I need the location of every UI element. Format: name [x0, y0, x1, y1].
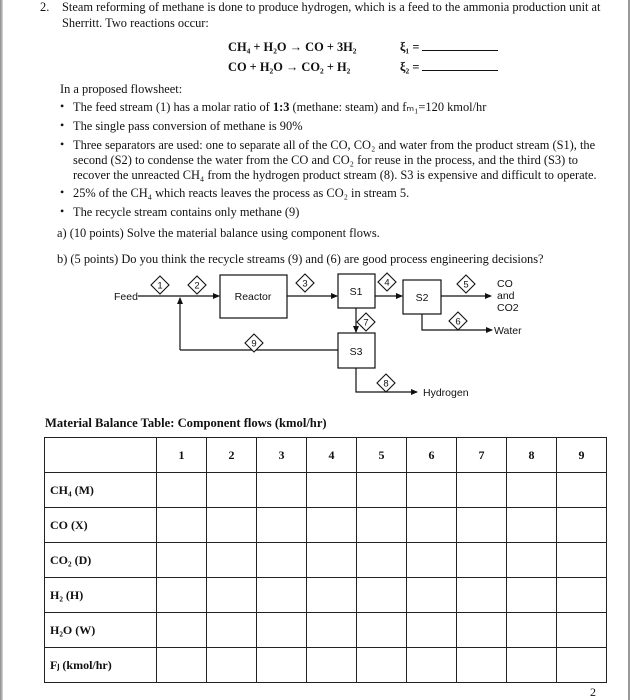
output-co-line1: CO [497, 278, 513, 290]
table-cell[interactable] [407, 578, 457, 613]
table-cell[interactable] [257, 613, 307, 648]
bullet-dot: • [60, 185, 65, 199]
table-cell[interactable] [457, 578, 507, 613]
stream-marker-3 [296, 274, 314, 292]
feed-label: Feed [114, 291, 138, 303]
table-row [45, 613, 607, 648]
stream-number: 2 [194, 280, 200, 292]
table-cell[interactable] [457, 648, 507, 683]
table-cell[interactable] [307, 613, 357, 648]
table-cell[interactable] [507, 473, 557, 508]
stream-marker-7 [357, 313, 375, 331]
row-label: H₂ (H) [45, 578, 157, 613]
table-cell[interactable] [207, 543, 257, 578]
table-row [45, 578, 607, 613]
table-cell[interactable] [207, 648, 257, 683]
table-cell[interactable] [557, 508, 607, 543]
table-corner-cell [45, 438, 157, 473]
stream-marker-1 [151, 276, 169, 294]
bullet-dot: • [60, 204, 65, 218]
table-cell[interactable] [157, 543, 207, 578]
table-cell[interactable] [207, 613, 257, 648]
column-header: 4 [307, 438, 357, 473]
table-cell[interactable] [307, 508, 357, 543]
bullet-1-bold: 1:3 [272, 100, 290, 114]
s1-label: S1 [349, 286, 363, 298]
table-cell[interactable] [307, 473, 357, 508]
extent-1-label: ξ₁ = [400, 40, 420, 54]
flowsheet-intro: In a proposed flowsheet: [60, 82, 183, 96]
table-cell[interactable] [307, 648, 357, 683]
table-cell[interactable] [157, 508, 207, 543]
column-header: 5 [357, 438, 407, 473]
table-cell[interactable] [507, 648, 557, 683]
reactor-label: Reactor [234, 291, 272, 303]
table-cell[interactable] [357, 613, 407, 648]
table-cell[interactable] [357, 578, 407, 613]
bullet-1-tail: (methane: steam) and fₘ₁=120 kmol/hr [289, 100, 487, 114]
table-cell[interactable] [157, 578, 207, 613]
reaction-1: CH₄ + H₂O → CO + 3H₂ [228, 40, 357, 54]
stream-number: 4 [384, 277, 390, 289]
table-cell[interactable] [557, 543, 607, 578]
column-header: 2 [207, 438, 257, 473]
table-title: Material Balance Table: Component flows (kmol/hr) [45, 416, 327, 430]
table-row [45, 473, 607, 508]
table-cell[interactable] [257, 508, 307, 543]
table-cell[interactable] [507, 578, 557, 613]
table-cell[interactable] [307, 578, 357, 613]
table-cell[interactable] [357, 648, 407, 683]
output-co-line3: CO2 [497, 302, 519, 314]
stream-marker-8 [377, 374, 395, 392]
bullet-2: The single pass conversion of methane is 90% [73, 119, 303, 133]
table-cell[interactable] [457, 543, 507, 578]
table-cell[interactable] [157, 473, 207, 508]
bullet-3: Three separators are used: one to separate all of the CO, CO₂ and water from the product stream (S1), the [73, 138, 596, 152]
part-b: b) (5 points) Do you think the recycle streams (9) and (6) are good process engineering decisions? [57, 252, 544, 266]
table-cell[interactable] [257, 648, 307, 683]
column-header: 6 [407, 438, 457, 473]
table-cell[interactable] [407, 613, 457, 648]
part-a: a) (10 points) Solve the material balance using component flows. [57, 226, 380, 240]
row-label: CO₂ (D) [45, 543, 157, 578]
table-cell[interactable] [357, 473, 407, 508]
intro-line-2: Sherritt. Two reactions occur: [62, 16, 209, 30]
table-row [45, 543, 607, 578]
stream-number: 6 [455, 316, 461, 328]
table-header-row [45, 438, 607, 473]
table-cell[interactable] [257, 578, 307, 613]
material-balance-table [44, 437, 607, 683]
stream-number: 8 [383, 378, 389, 390]
table-cell[interactable] [557, 613, 607, 648]
table-cell[interactable] [557, 473, 607, 508]
stream-marker-6 [449, 312, 467, 330]
s2-label: S2 [415, 292, 429, 304]
extent-2-label: ξ₂ = [400, 60, 420, 74]
table-cell[interactable] [207, 508, 257, 543]
column-header: 7 [457, 438, 507, 473]
column-header: 1 [157, 438, 207, 473]
stream-number: 7 [363, 317, 369, 329]
stream-number: 3 [302, 278, 308, 290]
table-cell[interactable] [207, 578, 257, 613]
table-cell[interactable] [157, 613, 207, 648]
table-cell[interactable] [257, 543, 307, 578]
stream-number: 1 [157, 280, 163, 292]
stream-marker-9 [245, 334, 263, 352]
table-cell[interactable] [207, 473, 257, 508]
table-cell[interactable] [457, 613, 507, 648]
page-number: 2 [590, 685, 596, 699]
table-cell[interactable] [507, 613, 557, 648]
table-cell[interactable] [357, 508, 407, 543]
stream-marker-5 [457, 275, 475, 293]
bullet-dot: • [60, 99, 65, 113]
output-water: Water [494, 325, 522, 337]
reaction-2: CO + H₂O → CO₂ + H₂ [228, 60, 351, 74]
table-cell[interactable] [407, 648, 457, 683]
table-cell[interactable] [407, 508, 457, 543]
row-label: CO (X) [45, 508, 157, 543]
row-label: H₂O (W) [45, 613, 157, 648]
row-label: CH₄ (M) [45, 473, 157, 508]
s3-label: S3 [349, 346, 363, 358]
intro-line-1: Steam reforming of methane is done to produce hydrogen, which is a feed to the ammonia production unit at [62, 0, 601, 14]
bullet-4: 25% of the CH₄ which reacts leaves the process as CO₂ in stream 5. [73, 186, 410, 200]
stream-marker-4 [378, 273, 396, 291]
stream-number: 9 [251, 338, 257, 350]
row-label: Fⱼ (kmol/hr) [45, 648, 157, 683]
bullet-dot: • [60, 118, 65, 132]
column-header: 3 [257, 438, 307, 473]
output-hydrogen: Hydrogen [423, 387, 469, 399]
stream-marker-2 [188, 276, 206, 294]
table-cell[interactable] [507, 543, 557, 578]
table-cell[interactable] [507, 508, 557, 543]
question-number: 2. [40, 0, 50, 14]
table-cell[interactable] [557, 648, 607, 683]
table-cell[interactable] [457, 473, 507, 508]
table-row [45, 648, 607, 683]
table-cell[interactable] [157, 648, 207, 683]
stream-number: 5 [463, 279, 469, 291]
table-cell[interactable] [457, 508, 507, 543]
bullet-dot: • [60, 137, 65, 151]
bullet-3-cont-1: second (S2) to condense the water from the CO and CO₂ for reuse in the process, and the third (S3) to [73, 153, 578, 167]
output-co-line2: and [497, 290, 515, 302]
bullet-1-text: The feed stream (1) has a molar ratio of [73, 100, 273, 114]
table-cell[interactable] [357, 543, 407, 578]
table-row [45, 508, 607, 543]
bullet-5: The recycle stream contains only methane (9) [73, 205, 300, 219]
table-cell[interactable] [407, 543, 457, 578]
table-cell[interactable] [407, 473, 457, 508]
table-cell[interactable] [307, 543, 357, 578]
column-header: 8 [507, 438, 557, 473]
bullet-3-cont-2: recover the unreacted CH₄ from the hydrogen product stream (8). S3 is expensive and difficult to operate. [73, 168, 597, 182]
column-header: 9 [557, 438, 607, 473]
table-cell[interactable] [257, 473, 307, 508]
table-cell[interactable] [557, 578, 607, 613]
